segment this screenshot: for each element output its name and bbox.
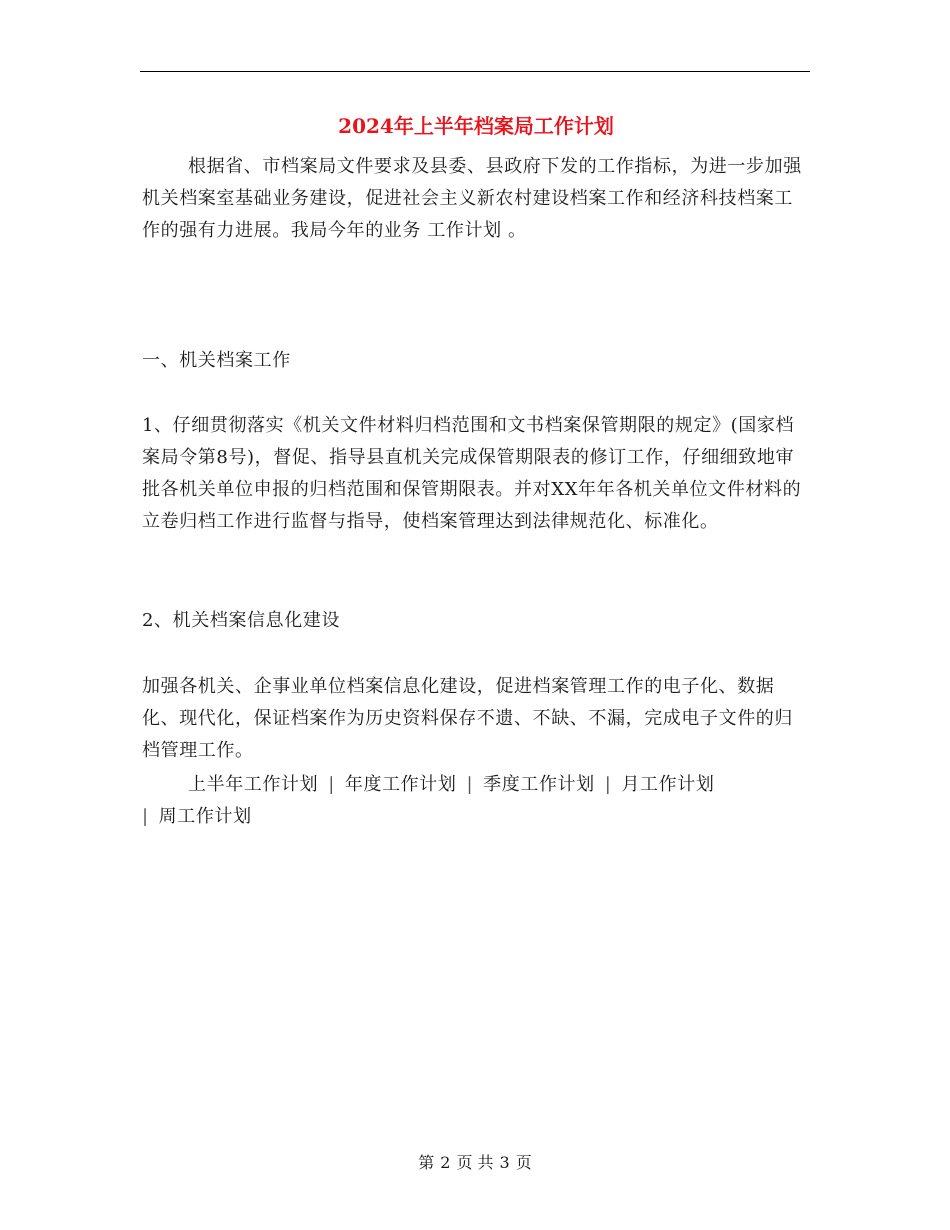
- footer-suffix: 页: [515, 1153, 532, 1172]
- link-annual-plan[interactable]: 年度工作计划: [344, 774, 457, 795]
- page-footer: [0, 1152, 950, 1174]
- link-separator: |: [328, 774, 335, 795]
- footer-page-number: 2: [440, 1153, 451, 1172]
- intro-paragraph: 根据省、市档案局文件要求及县委、县政府下发的工作指标，为进一步加强机关档案室基础业务建设，促进社会主义新农村建设档案工作和经济科技档案工作的强有力进展。我局今年的业务 工作计划 。: [142, 156, 802, 241]
- related-links: [142, 769, 810, 833]
- document-title: 2024年上半年档案局工作计划: [338, 114, 614, 138]
- link-monthly-plan[interactable]: 月工作计划: [621, 774, 715, 795]
- section-heading-1: 一、机关档案工作: [142, 350, 291, 371]
- footer-total-pages: 3: [499, 1153, 510, 1172]
- item-1-paragraph: 1、仔细贯彻落实《机关文件材料归档范围和文书档案保管期限的规定》(国家档案局令第8号)，督促、指导县直机关完成保管期限表的修订工作，仔细细致地审批各机关单位申报的归档范围和保管期限表。并对XX年年各机关单位文件材料的立卷归档工作进行监督与指导，使档案管理达到法律规范化、标准化。: [142, 415, 802, 532]
- link-half-year-plan[interactable]: 上半年工作计划: [188, 774, 319, 795]
- link-weekly-plan[interactable]: 周工作计划: [158, 806, 252, 827]
- footer-prefix: 第: [418, 1153, 435, 1172]
- item-2-paragraph: 加强各机关、企事业单位档案信息化建设，促进档案管理工作的电子化、数据化、现代化，保证档案作为历史资料保存不遗、不缺、不漏，完成电子文件的归档管理工作。: [142, 676, 793, 761]
- footer-middle: 页 共: [456, 1153, 494, 1172]
- link-separator: |: [604, 774, 612, 795]
- link-quarterly-plan[interactable]: 季度工作计划: [483, 774, 595, 795]
- link-separator: |: [142, 806, 149, 827]
- item-2-heading: 2、机关档案信息化建设: [142, 610, 341, 631]
- header-rule: [140, 71, 810, 72]
- link-separator: |: [466, 774, 474, 795]
